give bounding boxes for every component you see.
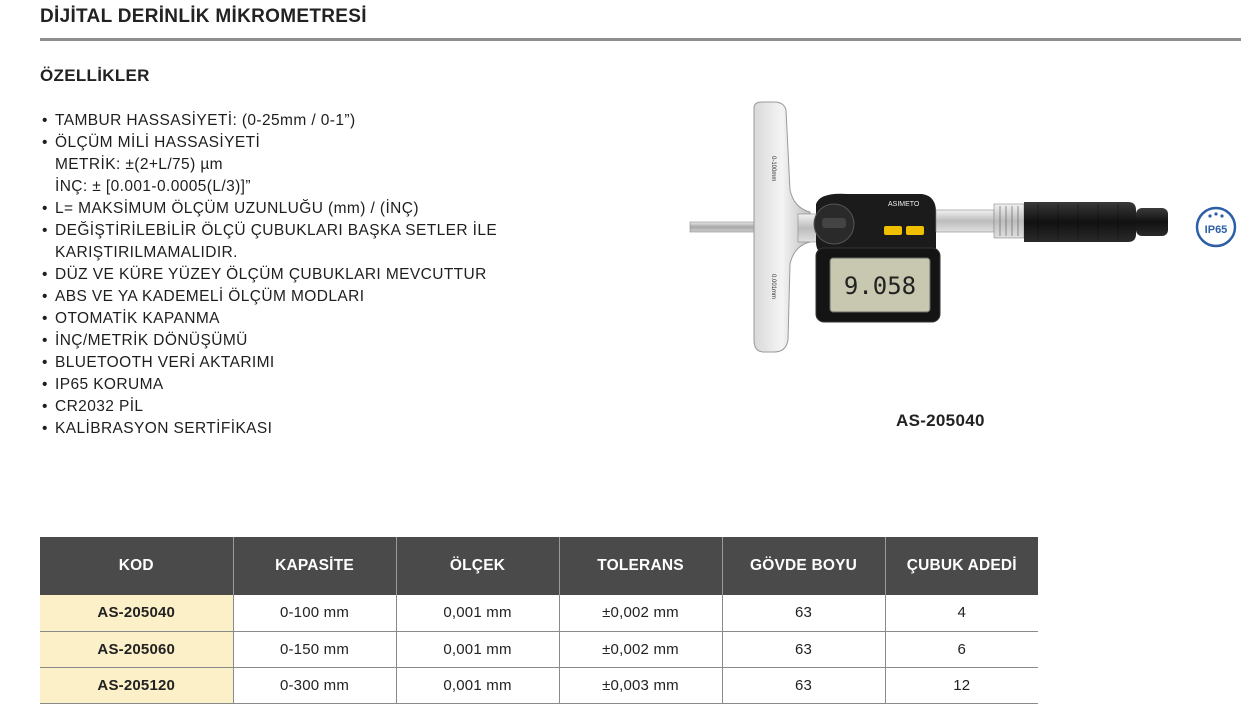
table-cell: 63 xyxy=(722,667,885,703)
table-cell: 63 xyxy=(722,595,885,631)
feature-item: KARIŞTIRILMAMALIDIR. xyxy=(55,244,238,261)
table-header-cell: ÇUBUK ADEDİ xyxy=(885,537,1038,595)
depth-micrometer-image xyxy=(688,96,1180,358)
table-cell: 4 xyxy=(885,595,1038,631)
table-row xyxy=(40,667,1038,703)
table-cell: 0,001 mm xyxy=(396,595,559,631)
table-row xyxy=(40,595,1038,631)
table-cell: 63 xyxy=(722,631,885,667)
feature-item: • KALİBRASYON SERTİFİKASI xyxy=(40,418,497,440)
table-header-cell: TOLERANS xyxy=(559,537,722,595)
feature-item: • L= MAKSİMUM ÖLÇÜM UZUNLUĞU (mm) / (İNÇ) xyxy=(40,198,497,220)
table-header-cell: GÖVDE BOYU xyxy=(722,537,885,595)
table-cell: 0-150 mm xyxy=(233,631,396,667)
table-row xyxy=(40,631,1038,667)
feature-item: • IP65 KORUMA xyxy=(40,374,497,396)
spec-table xyxy=(40,537,1038,704)
ip65-badge-text: IP65 xyxy=(1204,224,1228,236)
table-header-cell: ÖLÇEK xyxy=(396,537,559,595)
features-list xyxy=(40,110,497,440)
table-cell: ±0,002 mm xyxy=(559,631,722,667)
feature-item: İNÇ: ± [0.001-0.0005(L/3)]” xyxy=(55,178,251,195)
brand-logo: ASIMETO xyxy=(888,201,920,208)
feature-item: • İNÇ/METRİK DÖNÜŞÜMÜ xyxy=(40,330,497,352)
feature-item: • BLUETOOTH VERİ AKTARIMI xyxy=(40,352,497,374)
feature-item: • DEĞİŞTİRİLEBİLİR ÖLÇÜ ÇUBUKLARI BAŞKA SETLER İLE xyxy=(40,220,497,242)
table-cell: 0,001 mm xyxy=(396,667,559,703)
ip65-badge xyxy=(1194,206,1238,248)
table-header-row xyxy=(40,537,1038,595)
feature-item: • DÜZ VE KÜRE YÜZEY ÖLÇÜM ÇUBUKLARI MEVCUTTUR xyxy=(40,264,497,286)
table-cell: ±0,002 mm xyxy=(559,595,722,631)
table-cell: 12 xyxy=(885,667,1038,703)
title-divider xyxy=(40,38,1241,41)
table-cell: 0,001 mm xyxy=(396,631,559,667)
table-cell: 0-100 mm xyxy=(233,595,396,631)
feature-item: • TAMBUR HASSASİYETİ: (0-25mm / 0-1”) xyxy=(40,110,497,132)
feature-item: METRİK: ±(2+L/75) µm xyxy=(55,156,223,173)
feature-item: • ÖLÇÜM MİLİ HASSASİYETİ xyxy=(40,132,497,154)
table-cell: 6 xyxy=(885,631,1038,667)
feature-item: • OTOMATİK KAPANMA xyxy=(40,308,497,330)
table-cell-code: AS-205060 xyxy=(40,631,233,667)
table-header-cell: KAPASİTE xyxy=(233,537,396,595)
table-cell-code: AS-205040 xyxy=(40,595,233,631)
base-scale-bottom: 0.001mm xyxy=(770,274,776,300)
features-heading: ÖZELLİKLER xyxy=(40,66,150,85)
feature-item: • CR2032 PİL xyxy=(40,396,497,418)
base-scale-top: 0-100mm xyxy=(770,156,776,182)
table-header-cell: KOD xyxy=(40,537,233,595)
table-cell: 0-300 mm xyxy=(233,667,396,703)
display-reading: 9.058 xyxy=(843,272,917,300)
page-title: DİJİTAL DERİNLİK MİKROMETRESİ xyxy=(40,6,367,27)
model-label: AS-205040 xyxy=(896,411,985,430)
table-cell: ±0,003 mm xyxy=(559,667,722,703)
feature-item: • ABS VE YA KADEMELİ ÖLÇÜM MODLARI xyxy=(40,286,497,308)
table-cell-code: AS-205120 xyxy=(40,667,233,703)
